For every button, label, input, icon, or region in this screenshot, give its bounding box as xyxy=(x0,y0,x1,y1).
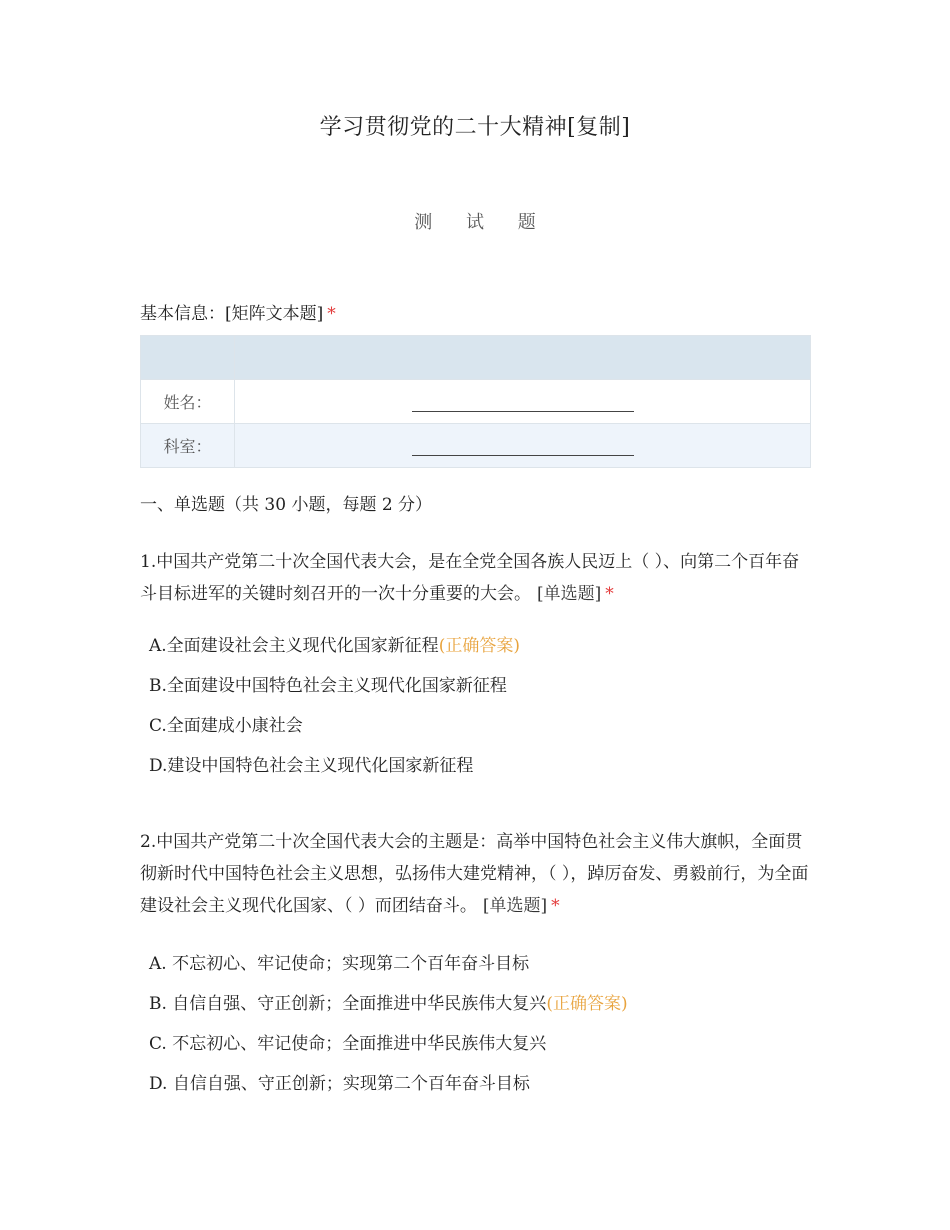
option-b[interactable] xyxy=(149,984,628,1024)
matrix-row-name xyxy=(141,380,811,424)
option-a[interactable] xyxy=(149,944,628,984)
required-mark: * xyxy=(327,304,336,324)
basic-info-label xyxy=(140,299,336,324)
question-type: [单选题] xyxy=(482,896,548,916)
correct-answer-tag: (正确答案) xyxy=(546,994,628,1014)
required-mark: * xyxy=(605,584,614,604)
option-text: C. 不忘初心、牢记使命；全面推进中华民族伟大复兴 xyxy=(149,1034,547,1054)
option-b[interactable] xyxy=(149,666,520,706)
matrix-row-label: 科室： xyxy=(141,424,235,468)
option-text: A. 不忘初心、牢记使命；实现第二个百年奋斗目标 xyxy=(149,954,530,974)
question-2 xyxy=(140,826,812,922)
option-c[interactable] xyxy=(149,1024,628,1064)
question-type: [单选题] xyxy=(537,584,602,604)
option-text: C.全面建成小康社会 xyxy=(149,716,303,736)
question-text: 2.中国共产党第二十次全国代表大会的主题是：高举中国特色社会主义伟大旗帜，全面贯彻新时代中国特色社会主义思想，弘扬伟大建党精神，（ ），踔厉奋发、勇毅前行，为全面建设社会主义现代化国家、（ ）而团结奋斗。 xyxy=(140,832,809,916)
department-input[interactable] xyxy=(412,437,634,456)
question-1 xyxy=(140,546,812,610)
matrix-header-cell-field xyxy=(235,336,811,380)
matrix-row-label: 姓名： xyxy=(141,380,235,424)
page-subtitle: 测 试 题 xyxy=(414,212,550,233)
basic-info-matrix xyxy=(140,335,811,468)
option-c[interactable] xyxy=(149,706,520,746)
matrix-row-department xyxy=(141,424,811,468)
required-mark: * xyxy=(551,896,560,916)
option-text: D. 自信自强、守正创新；实现第二个百年奋斗目标 xyxy=(149,1074,530,1094)
option-d[interactable] xyxy=(149,746,520,786)
option-d[interactable] xyxy=(149,1064,628,1104)
option-text: B.全面建设中国特色社会主义现代化国家新征程 xyxy=(149,676,507,696)
correct-answer-tag: (正确答案) xyxy=(438,636,520,656)
section-heading: 一、单选题（共 30 小题，每题 2 分） xyxy=(140,495,433,515)
question-2-options xyxy=(149,944,628,1104)
matrix-header-cell-label xyxy=(141,336,235,380)
basic-info-label-text: 基本信息：[矩阵文本题] xyxy=(140,304,324,324)
option-text: D.建设中国特色社会主义现代化国家新征程 xyxy=(149,756,474,776)
matrix-header-row xyxy=(141,336,811,380)
department-input-cell[interactable] xyxy=(235,424,811,468)
question-1-options xyxy=(149,626,520,786)
question-text: 1.中国共产党第二十次全国代表大会，是在全党全国各族人民迈上（ ）、向第二个百年奋斗目标进军的关键时刻召开的一次十分重要的大会。 xyxy=(140,552,800,604)
name-input-cell[interactable] xyxy=(235,380,811,424)
name-input[interactable] xyxy=(412,393,634,412)
option-text: B. 自信自强、守正创新；全面推进中华民族伟大复兴 xyxy=(149,994,547,1014)
option-text: A.全面建设社会主义现代化国家新征程 xyxy=(149,636,439,656)
page-title: 学习贯彻党的二十大精神[复制] xyxy=(319,115,631,140)
option-a[interactable] xyxy=(149,626,520,666)
